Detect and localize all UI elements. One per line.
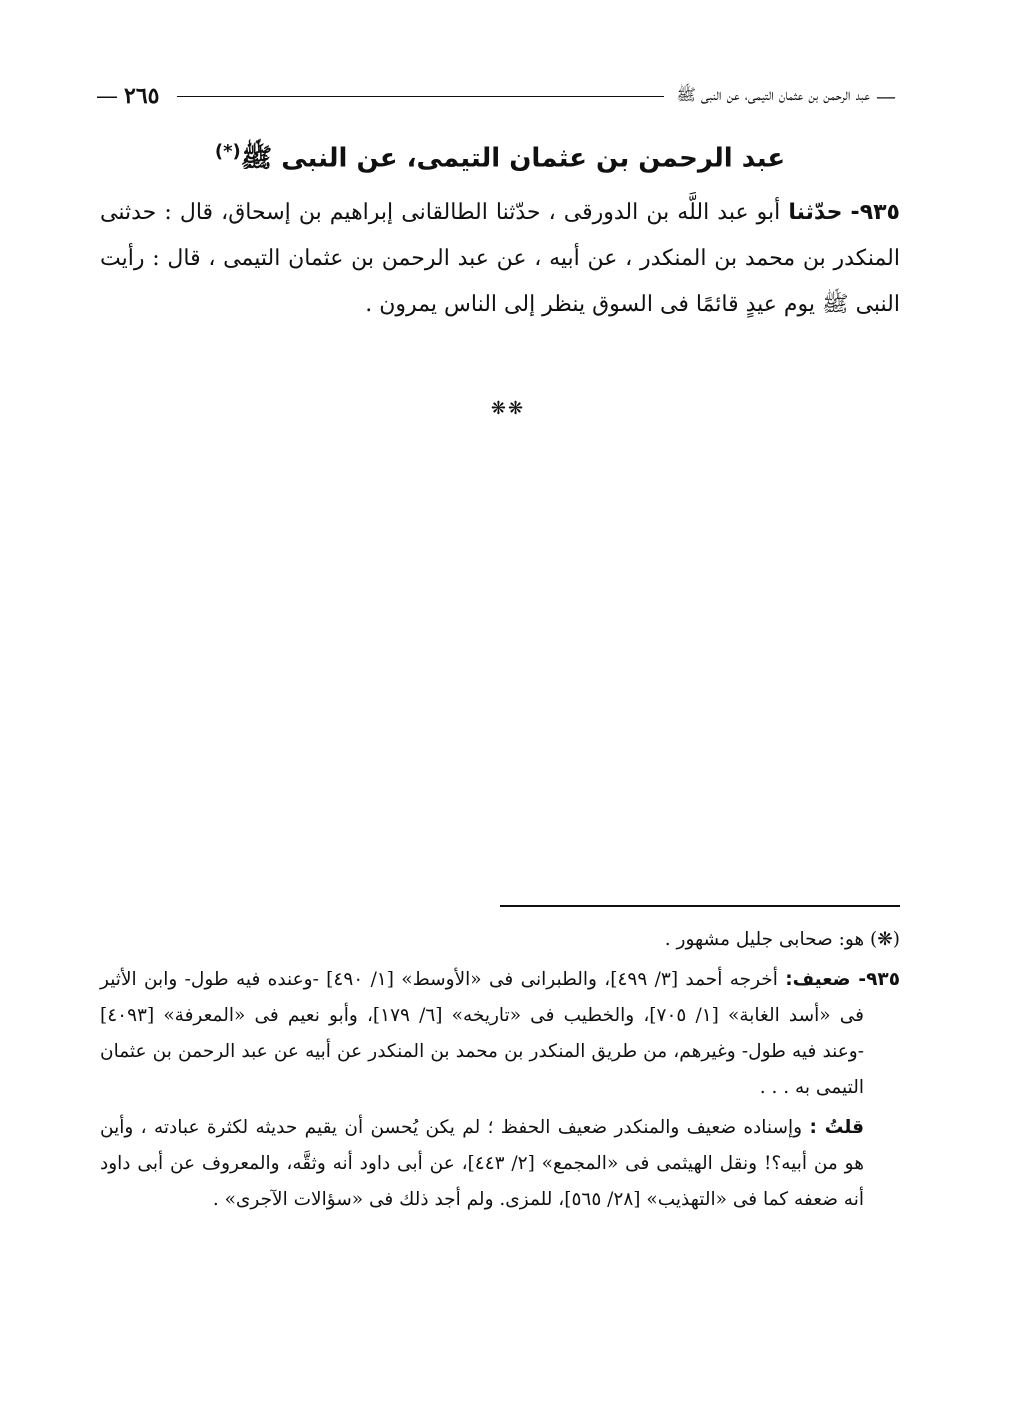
takhrij-label: ٩٣٥- ضعيف: [785,969,900,990]
page-number-dash: — [96,84,118,109]
footnote-comment [100,1110,900,1218]
footnote-star [100,922,900,958]
header-dash: — [876,84,896,108]
header-rule [177,96,664,97]
footnote-takhrij [100,962,900,1106]
footnote-rule [500,905,900,907]
footnotes [100,922,900,1222]
footnote-star-text: (❋) هو: صحابى جليل مشهور . [664,929,900,950]
hadith-lead-word: حدّثنا [788,200,843,225]
section-separator: ❋❋ [490,398,526,419]
page-number: ٢٦٥ [124,83,160,109]
page-number-block [96,83,165,109]
comment-text: وإسناده ضعيف والمنكدر ضعيف الحفظ ؛ لم يكن يُحسن أن يقيم حديثه لكثرة عبادته ، وأين هو من أبيه؟! ونقل الهيثمى فى «المجمع» [٢/ ٤٤٣]، عن أبى داود أنه وثقَّه، والمعروف عن أبى داود أنه ضعفه كما فى «التهذيب» [٢٨/ ٥٦٥]، للمزى. ولم أجد ذلك فى «سؤالات الآجرى» . [100,1117,864,1210]
hadith-number-dash: - [850,200,860,225]
takhrij-text: أخرجه أحمد [٣/ ٤٩٩]، والطبرانى فى «الأوسط» [١/ ٤٩٠] -وعنده فيه طول- وابن الأثير فى «أسد الغابة» [١/ ٧٠٥]، والخطيب فى «تاريخه» [٦/ ١٧٩]، وأبو نعيم فى «المعرفة» [٤٠٩٣] -وعند فيه طول- وغيرهم، من طريق المنكدر بن محمد بن المنكدر عن أبيه عن عبد الرحمن بن عثمان التيمى به . . . [100,969,864,1098]
comment-label: قلتُ : [809,1117,864,1138]
chapter-title: عبد الرحمن بن عثمان التيمى، عن النبى ﷺ [240,143,786,174]
chapter-footnote-mark: (*) [214,141,241,162]
hadith-number: ٩٣٥ [859,200,900,225]
running-header [96,80,896,112]
chapter-heading [100,128,900,183]
hadith-paragraph [100,190,900,328]
hadith-text: أبو عبد اللَّه بن الدورقى ، حدّثنا الطالقانى إبراهيم بن إسحاق، قال : حدثنى المنكدر بن محمد بن المنكدر ، عن أبيه ، عن عبد الرحمن بن عثمان التيمى ، قال : رأيت النبى ﷺ يوم عيدٍ قائمًا فى السوق ينظر إلى الناس يمرون . [100,200,900,317]
running-title: عبد الرحمن بن عثمان التيمى، عن النبى ﷺ [676,84,870,104]
